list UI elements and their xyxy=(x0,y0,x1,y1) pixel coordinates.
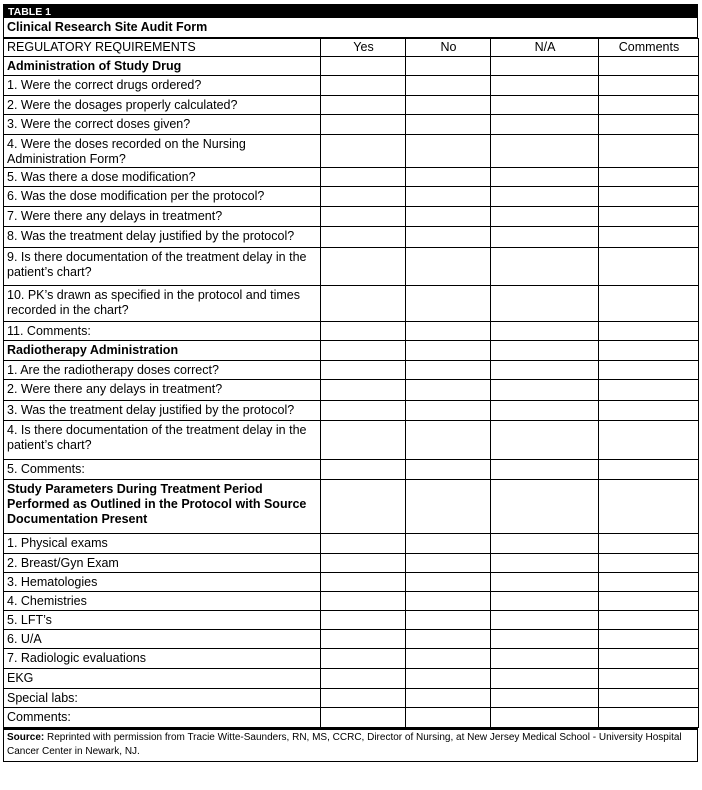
no-cell[interactable] xyxy=(406,573,491,592)
table-row xyxy=(4,460,699,480)
table-label: TABLE 1 xyxy=(3,4,698,18)
no-cell[interactable] xyxy=(406,554,491,573)
yes-cell[interactable] xyxy=(321,708,406,728)
comments-cell[interactable] xyxy=(599,649,699,669)
requirement-text: 2. Breast/Gyn Exam xyxy=(4,554,321,573)
yes-cell[interactable] xyxy=(321,286,406,322)
yes-cell[interactable] xyxy=(321,592,406,611)
na-cell[interactable] xyxy=(491,168,599,187)
comments-cell[interactable] xyxy=(599,630,699,649)
no-cell[interactable] xyxy=(406,168,491,187)
comments-cell[interactable] xyxy=(599,401,699,421)
comments-cell[interactable] xyxy=(599,689,699,708)
form-title: Clinical Research Site Audit Form xyxy=(3,18,698,38)
comments-cell[interactable] xyxy=(599,708,699,728)
na-cell[interactable] xyxy=(491,286,599,322)
section-heading: Study Parameters During Treatment Period Performed as Outlined in the Protocol with Source Documentation Present xyxy=(4,480,321,534)
table-row xyxy=(4,286,699,322)
no-cell[interactable] xyxy=(406,401,491,421)
yes-cell[interactable] xyxy=(321,689,406,708)
yes-cell[interactable] xyxy=(321,168,406,187)
yes-cell[interactable] xyxy=(321,57,406,76)
no-cell[interactable] xyxy=(406,341,491,361)
comments-cell[interactable] xyxy=(599,669,699,689)
requirement-text: 3. Was the treatment delay justified by the protocol? xyxy=(4,401,321,421)
no-cell[interactable] xyxy=(406,57,491,76)
no-cell[interactable] xyxy=(406,460,491,480)
yes-cell[interactable] xyxy=(321,187,406,207)
no-cell[interactable] xyxy=(406,534,491,554)
no-cell[interactable] xyxy=(406,592,491,611)
comments-cell[interactable] xyxy=(599,534,699,554)
comments-cell[interactable] xyxy=(599,341,699,361)
requirement-text: 5. Was there a dose modification? xyxy=(4,168,321,187)
source-label: Source: xyxy=(7,732,45,743)
yes-cell[interactable] xyxy=(321,401,406,421)
na-cell[interactable] xyxy=(491,592,599,611)
table-row xyxy=(4,534,699,554)
na-cell[interactable] xyxy=(491,135,599,168)
requirement-text: 4. Were the doses recorded on the Nursing Administration Form? xyxy=(4,135,321,168)
na-cell[interactable] xyxy=(491,401,599,421)
requirement-text: 6. Was the dose modification per the protocol? xyxy=(4,187,321,207)
comments-cell[interactable] xyxy=(599,76,699,96)
na-cell[interactable] xyxy=(491,76,599,96)
yes-cell[interactable] xyxy=(321,534,406,554)
comments-cell[interactable] xyxy=(599,592,699,611)
requirement-text: Comments: xyxy=(4,708,321,728)
section-row xyxy=(4,480,699,534)
comments-cell[interactable] xyxy=(599,573,699,592)
col-header-na: N/A xyxy=(491,39,599,57)
requirement-text: 3. Were the correct doses given? xyxy=(4,115,321,135)
no-cell[interactable] xyxy=(406,421,491,460)
requirement-text: 4. Is there documentation of the treatment delay in the patient’s chart? xyxy=(4,421,321,460)
col-header-no: No xyxy=(406,39,491,57)
comments-cell[interactable] xyxy=(599,554,699,573)
comments-cell[interactable] xyxy=(599,96,699,115)
table-row xyxy=(4,380,699,401)
requirement-text: 10. PK’s drawn as specified in the protocol and times recorded in the chart? xyxy=(4,286,321,322)
na-cell[interactable] xyxy=(491,480,599,534)
no-cell[interactable] xyxy=(406,361,491,380)
comments-cell[interactable] xyxy=(599,611,699,630)
yes-cell[interactable] xyxy=(321,227,406,248)
yes-cell[interactable] xyxy=(321,554,406,573)
table-row xyxy=(4,611,699,630)
yes-cell[interactable] xyxy=(321,76,406,96)
table-row xyxy=(4,361,699,380)
na-cell[interactable] xyxy=(491,534,599,554)
source-text: Reprinted with permission from Tracie Witte-Saunders, RN, MS, CCRC, Director of Nursing, at New Jersey Medical School - University Hospital Cancer Center in Newark, NJ. xyxy=(7,732,682,757)
no-cell[interactable] xyxy=(406,76,491,96)
yes-cell[interactable] xyxy=(321,380,406,401)
table-row xyxy=(4,689,699,708)
header-row xyxy=(4,39,699,57)
table-row xyxy=(4,573,699,592)
col-header-requirements: REGULATORY REQUIREMENTS xyxy=(4,39,321,57)
na-cell[interactable] xyxy=(491,630,599,649)
audit-form-page xyxy=(3,4,698,762)
no-cell[interactable] xyxy=(406,248,491,286)
yes-cell[interactable] xyxy=(321,421,406,460)
yes-cell[interactable] xyxy=(321,649,406,669)
requirement-text: 8. Was the treatment delay justified by the protocol? xyxy=(4,227,321,248)
table-row xyxy=(4,227,699,248)
section-row xyxy=(4,341,699,361)
comments-cell[interactable] xyxy=(599,460,699,480)
no-cell[interactable] xyxy=(406,669,491,689)
yes-cell[interactable] xyxy=(321,460,406,480)
comments-cell[interactable] xyxy=(599,480,699,534)
table-row xyxy=(4,207,699,227)
requirement-text: 7. Were there any delays in treatment? xyxy=(4,207,321,227)
comments-cell[interactable] xyxy=(599,57,699,76)
no-cell[interactable] xyxy=(406,286,491,322)
no-cell[interactable] xyxy=(406,227,491,248)
na-cell[interactable] xyxy=(491,57,599,76)
yes-cell[interactable] xyxy=(321,341,406,361)
na-cell[interactable] xyxy=(491,227,599,248)
na-cell[interactable] xyxy=(491,421,599,460)
table-row xyxy=(4,96,699,115)
na-cell[interactable] xyxy=(491,649,599,669)
col-header-comments: Comments xyxy=(599,39,699,57)
requirement-text: 1. Are the radiotherapy doses correct? xyxy=(4,361,321,380)
na-cell[interactable] xyxy=(491,361,599,380)
table-row xyxy=(4,168,699,187)
na-cell[interactable] xyxy=(491,380,599,401)
na-cell[interactable] xyxy=(491,115,599,135)
requirement-text: 3. Hematologies xyxy=(4,573,321,592)
requirement-text: 1. Physical exams xyxy=(4,534,321,554)
requirement-text: 4. Chemistries xyxy=(4,592,321,611)
table-row xyxy=(4,421,699,460)
requirement-text: 2. Were the dosages properly calculated? xyxy=(4,96,321,115)
table-row xyxy=(4,322,699,341)
na-cell[interactable] xyxy=(491,207,599,227)
no-cell[interactable] xyxy=(406,649,491,669)
source-note xyxy=(3,728,698,762)
comments-cell[interactable] xyxy=(599,248,699,286)
yes-cell[interactable] xyxy=(321,135,406,168)
yes-cell[interactable] xyxy=(321,248,406,286)
no-cell[interactable] xyxy=(406,380,491,401)
yes-cell[interactable] xyxy=(321,630,406,649)
no-cell[interactable] xyxy=(406,480,491,534)
yes-cell[interactable] xyxy=(321,322,406,341)
na-cell[interactable] xyxy=(491,554,599,573)
no-cell[interactable] xyxy=(406,708,491,728)
requirement-text: 2. Were there any delays in treatment? xyxy=(4,380,321,401)
no-cell[interactable] xyxy=(406,322,491,341)
requirement-text: 5. Comments: xyxy=(4,460,321,480)
no-cell[interactable] xyxy=(406,135,491,168)
requirement-text: EKG xyxy=(4,669,321,689)
na-cell[interactable] xyxy=(491,341,599,361)
comments-cell[interactable] xyxy=(599,135,699,168)
yes-cell[interactable] xyxy=(321,480,406,534)
comments-cell[interactable] xyxy=(599,207,699,227)
table-row xyxy=(4,401,699,421)
na-cell[interactable] xyxy=(491,322,599,341)
no-cell[interactable] xyxy=(406,96,491,115)
comments-cell[interactable] xyxy=(599,421,699,460)
col-header-yes: Yes xyxy=(321,39,406,57)
section-heading: Radiotherapy Administration xyxy=(4,341,321,361)
yes-cell[interactable] xyxy=(321,669,406,689)
table-row xyxy=(4,554,699,573)
na-cell[interactable] xyxy=(491,248,599,286)
na-cell[interactable] xyxy=(491,611,599,630)
yes-cell[interactable] xyxy=(321,115,406,135)
no-cell[interactable] xyxy=(406,207,491,227)
table-row xyxy=(4,76,699,96)
comments-cell[interactable] xyxy=(599,227,699,248)
table-row xyxy=(4,669,699,689)
table-row xyxy=(4,649,699,669)
table-row xyxy=(4,187,699,207)
section-row xyxy=(4,57,699,76)
na-cell[interactable] xyxy=(491,708,599,728)
na-cell[interactable] xyxy=(491,573,599,592)
requirement-text: 11. Comments: xyxy=(4,322,321,341)
comments-cell[interactable] xyxy=(599,322,699,341)
comments-cell[interactable] xyxy=(599,286,699,322)
requirement-text: 7. Radiologic evaluations xyxy=(4,649,321,669)
section-heading: Administration of Study Drug xyxy=(4,57,321,76)
no-cell[interactable] xyxy=(406,689,491,708)
requirement-text: 1. Were the correct drugs ordered? xyxy=(4,76,321,96)
requirement-text: Special labs: xyxy=(4,689,321,708)
requirement-text: 6. U/A xyxy=(4,630,321,649)
no-cell[interactable] xyxy=(406,611,491,630)
no-cell[interactable] xyxy=(406,630,491,649)
yes-cell[interactable] xyxy=(321,611,406,630)
requirement-text: 5. LFT’s xyxy=(4,611,321,630)
table-row xyxy=(4,248,699,286)
na-cell[interactable] xyxy=(491,187,599,207)
audit-table xyxy=(3,38,699,728)
comments-cell[interactable] xyxy=(599,361,699,380)
comments-cell[interactable] xyxy=(599,187,699,207)
table-row xyxy=(4,630,699,649)
comments-cell[interactable] xyxy=(599,168,699,187)
yes-cell[interactable] xyxy=(321,96,406,115)
na-cell[interactable] xyxy=(491,669,599,689)
na-cell[interactable] xyxy=(491,689,599,708)
table-row xyxy=(4,592,699,611)
na-cell[interactable] xyxy=(491,460,599,480)
no-cell[interactable] xyxy=(406,187,491,207)
yes-cell[interactable] xyxy=(321,207,406,227)
requirement-text: 9. Is there documentation of the treatment delay in the patient’s chart? xyxy=(4,248,321,286)
comments-cell[interactable] xyxy=(599,380,699,401)
yes-cell[interactable] xyxy=(321,361,406,380)
yes-cell[interactable] xyxy=(321,573,406,592)
table-row xyxy=(4,708,699,728)
table-row xyxy=(4,115,699,135)
table-row xyxy=(4,135,699,168)
comments-cell[interactable] xyxy=(599,115,699,135)
na-cell[interactable] xyxy=(491,96,599,115)
no-cell[interactable] xyxy=(406,115,491,135)
